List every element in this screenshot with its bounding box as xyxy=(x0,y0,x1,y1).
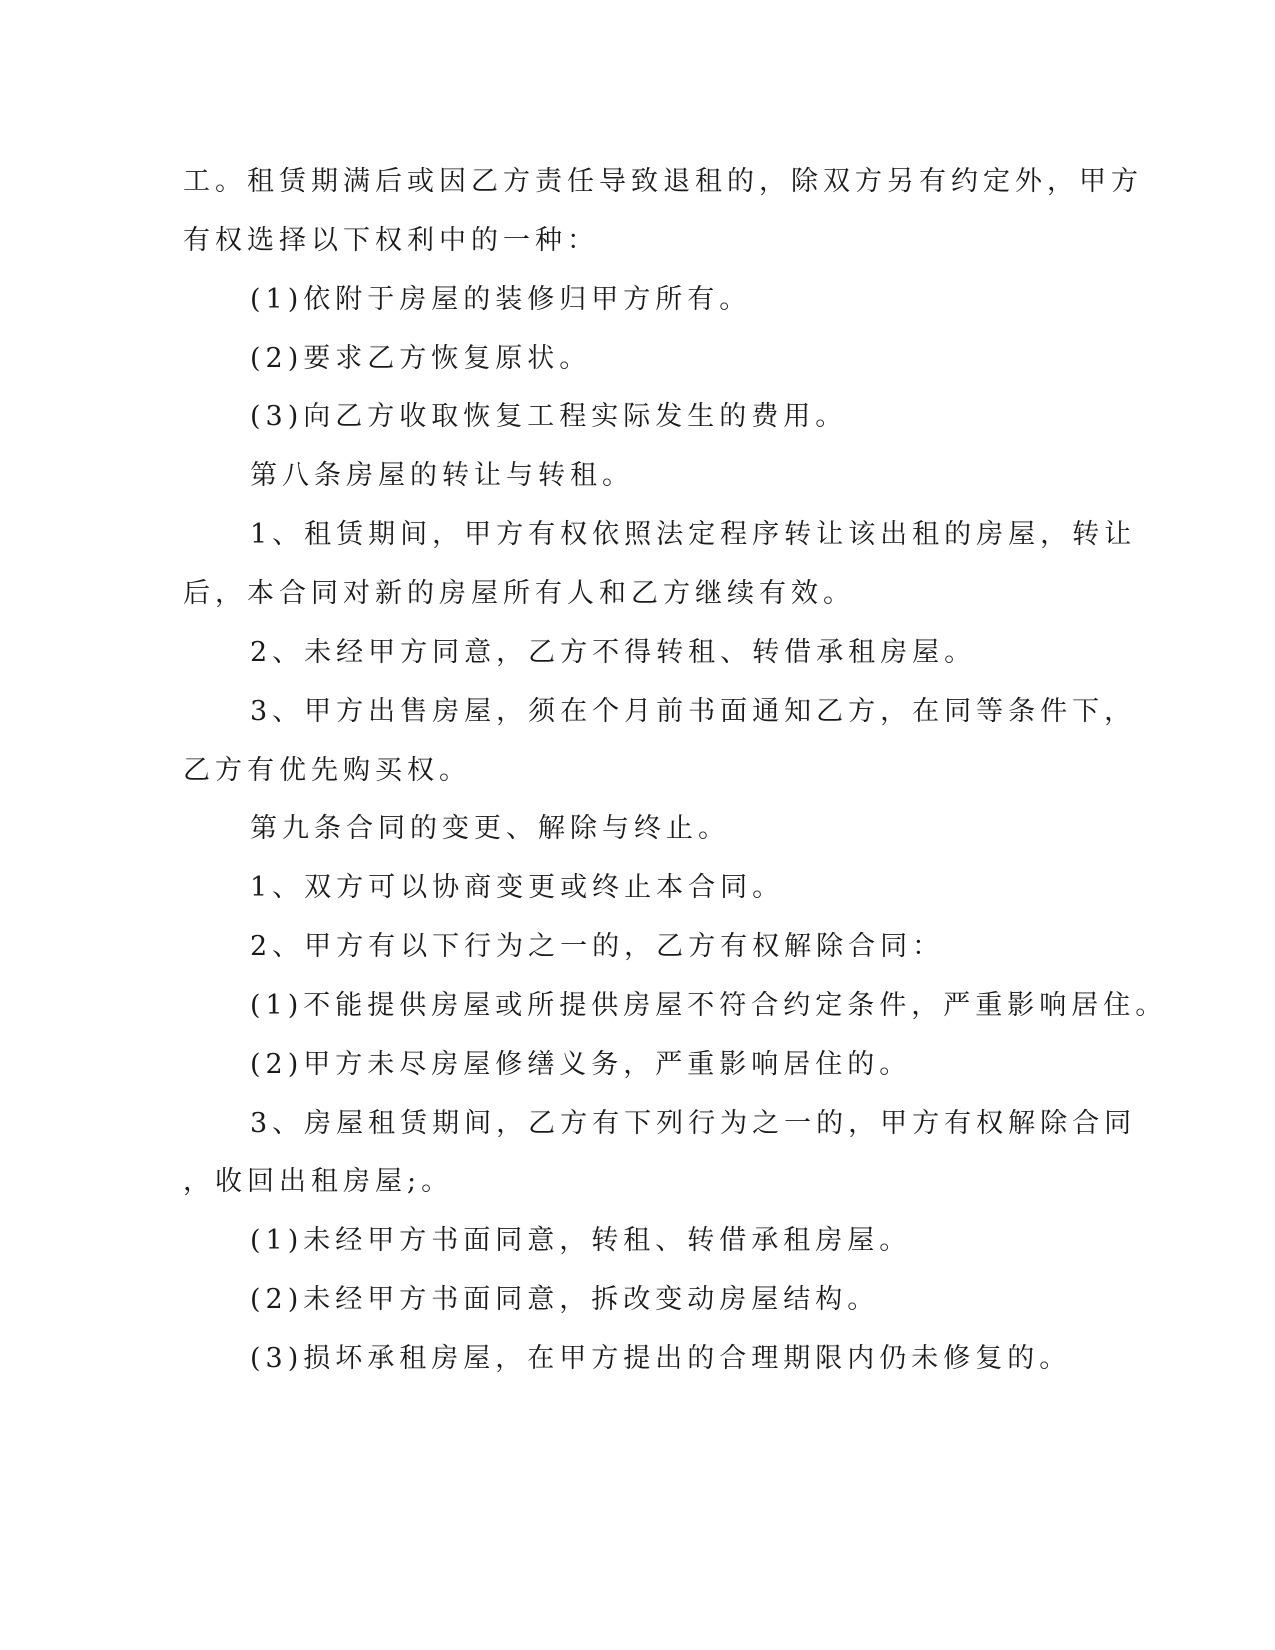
text-line: 工。租赁期满后或因乙方责任导致退租的，除双方另有约定外，甲方 xyxy=(183,166,1143,197)
text-line: 1、租赁期间，甲方有权依照法定程序转让该出租的房屋，转让 xyxy=(250,519,1137,550)
text-line: (1)未经甲方书面同意，转租、转借承租房屋。 xyxy=(250,1225,912,1256)
text-line: (1)依附于房屋的装修归甲方所有。 xyxy=(250,284,752,315)
text-line: ，收回出租房屋;。 xyxy=(183,1166,454,1197)
text-line: 有权选择以下权利中的一种： xyxy=(183,225,599,256)
text-line: 1、双方可以协商变更或终止本合同。 xyxy=(250,872,785,903)
text-line: 2、甲方有以下行为之一的，乙方有权解除合同： xyxy=(250,931,945,962)
text-line: (1)不能提供房屋或所提供房屋不符合约定条件，严重影响居住。 xyxy=(250,990,1168,1021)
text-line: 2、未经甲方同意，乙方不得转租、转借承租房屋。 xyxy=(250,637,977,668)
text-line: 3、房屋租赁期间，乙方有下列行为之一的，甲方有权解除合同 xyxy=(250,1108,1137,1139)
text-line: (2)未经甲方书面同意，拆改变动房屋结构。 xyxy=(250,1284,880,1315)
text-line: 3、甲方出售房屋，须在个月前书面通知乙方，在同等条件下， xyxy=(250,696,1137,727)
section-heading: 第八条房屋的转让与转租。 xyxy=(250,460,634,491)
text-line: (2)要求乙方恢复原状。 xyxy=(250,343,592,374)
text-line: 后，本合同对新的房屋所有人和乙方继续有效。 xyxy=(183,578,855,609)
text-line: 乙方有优先购买权。 xyxy=(183,755,471,786)
text-line: (3)损坏承租房屋，在甲方提出的合理期限内仍未修复的。 xyxy=(250,1343,1072,1374)
text-line: (2)甲方未尽房屋修缮义务，严重影响居住的。 xyxy=(250,1049,912,1080)
text-line: (3)向乙方收取恢复工程实际发生的费用。 xyxy=(250,401,848,432)
section-heading: 第九条合同的变更、解除与终止。 xyxy=(250,813,730,844)
